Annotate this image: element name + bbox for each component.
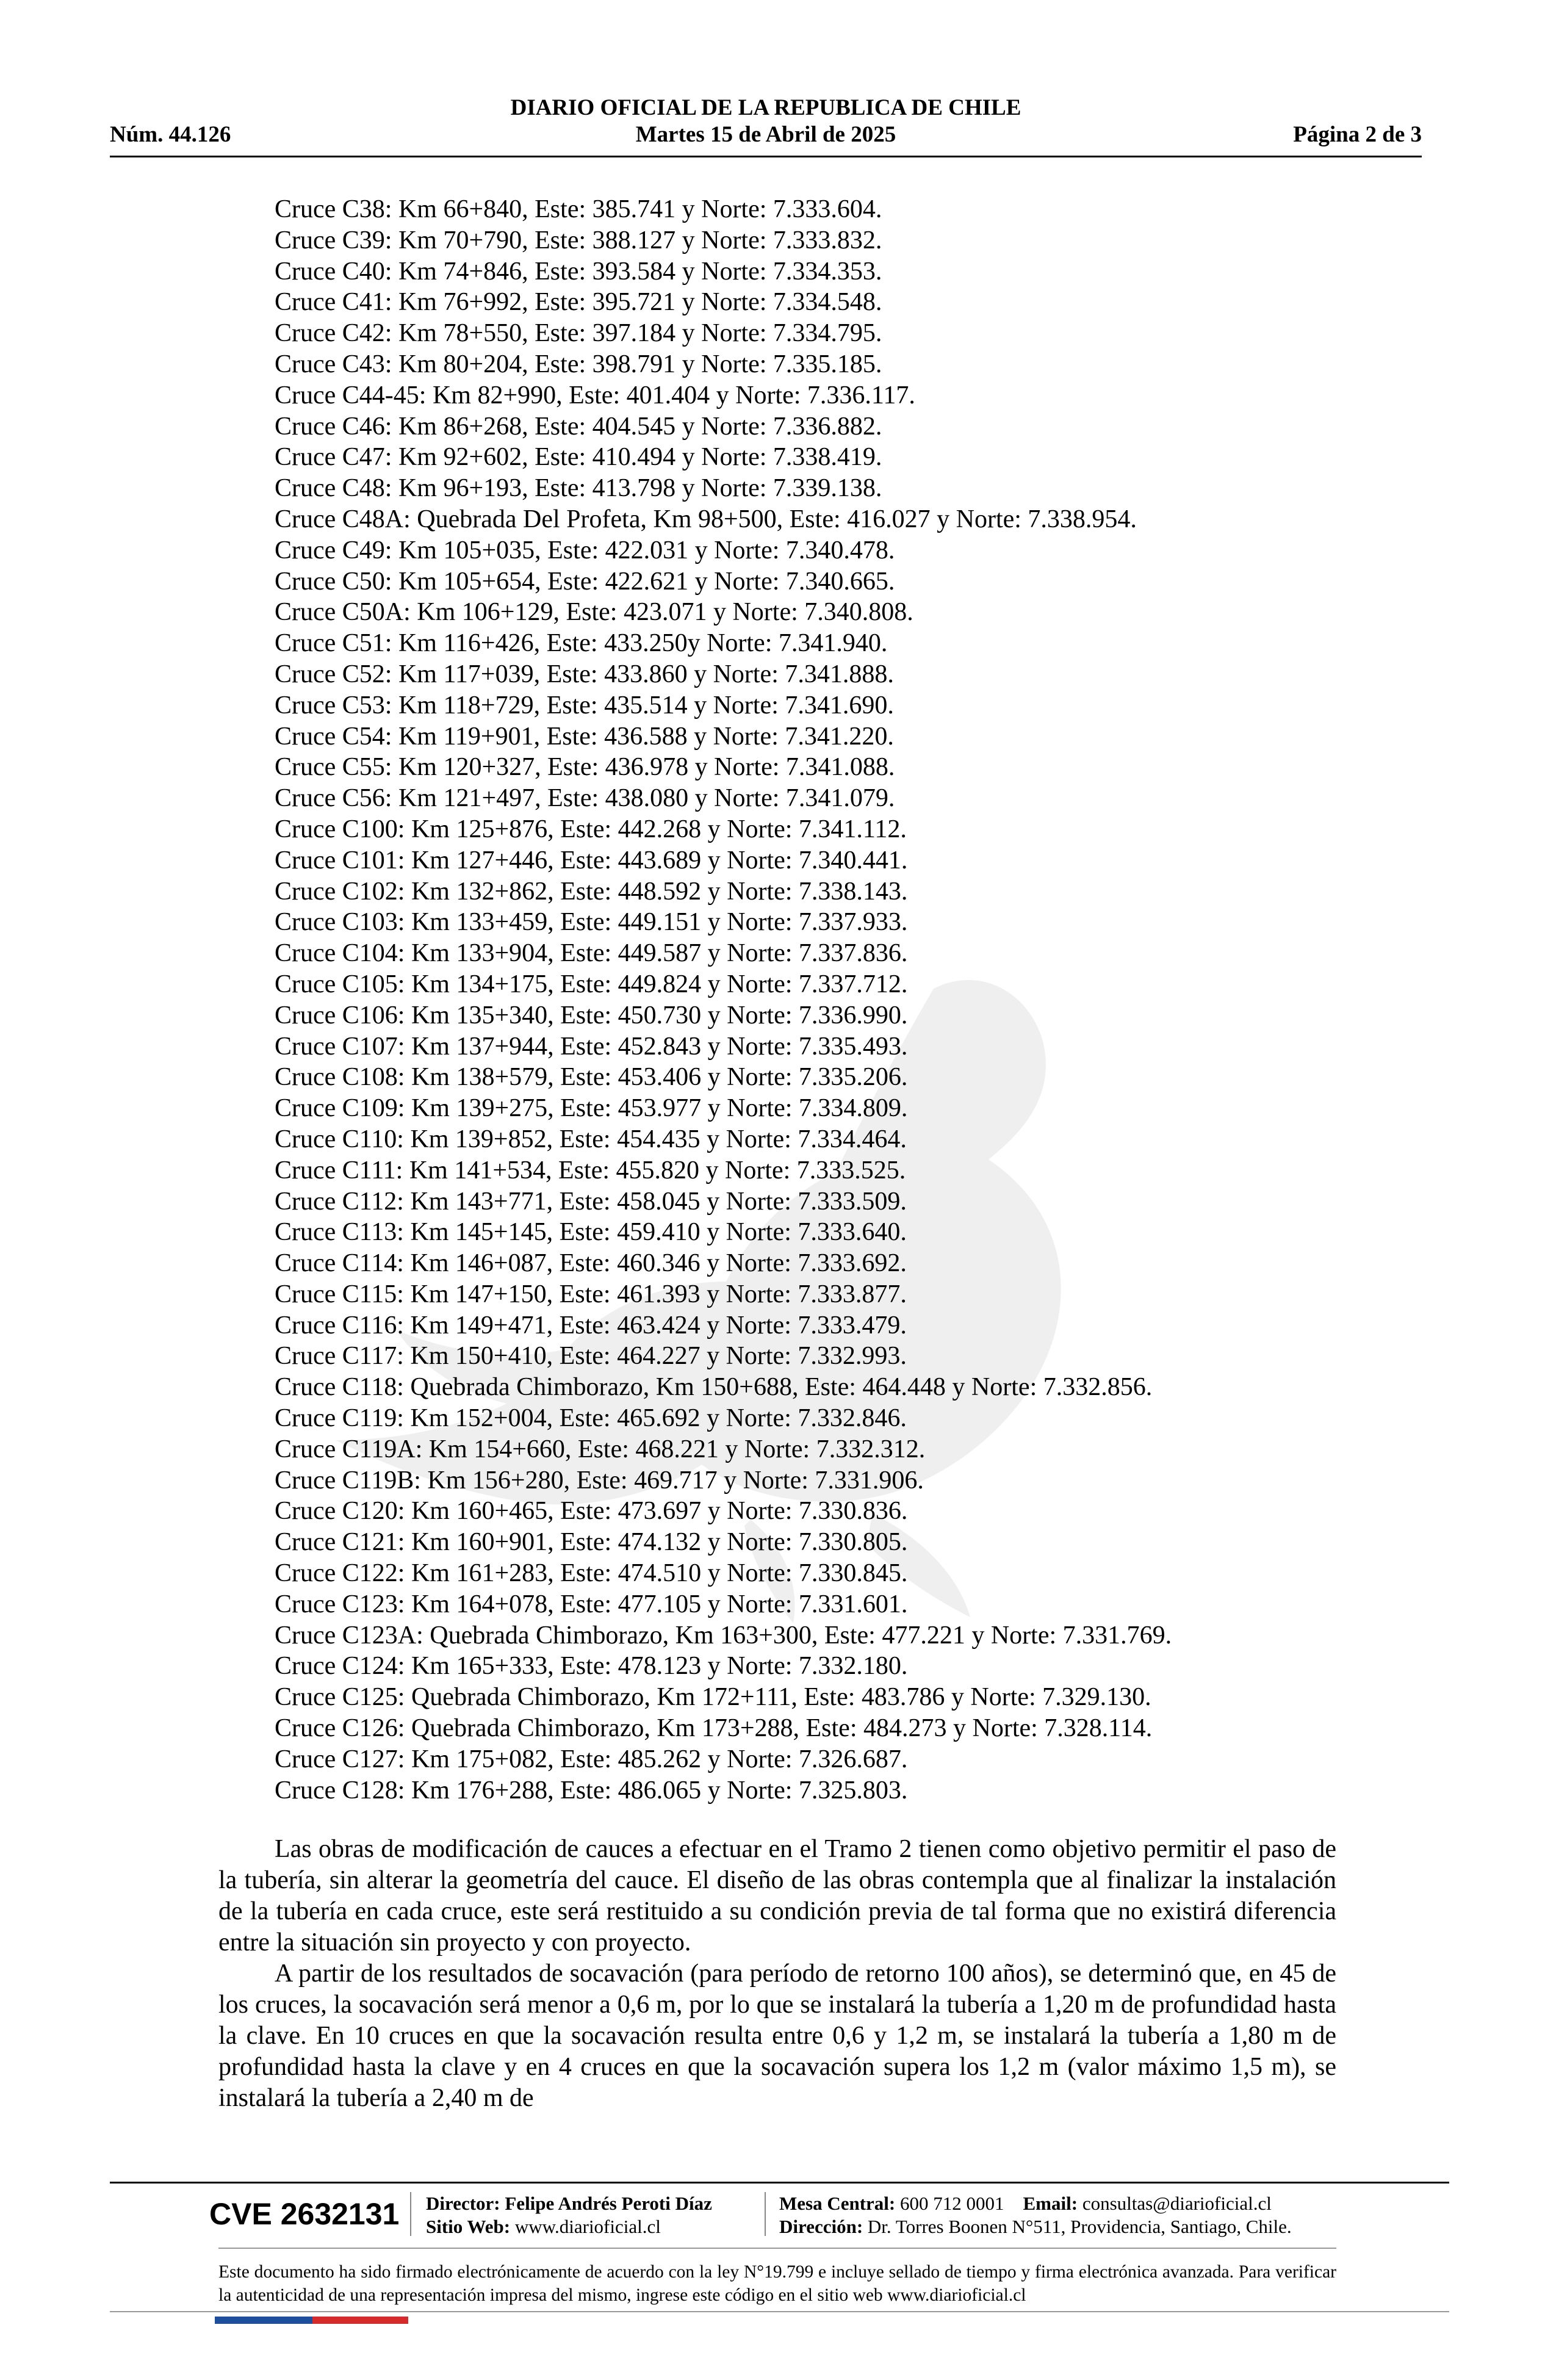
crossing-item: Cruce C51: Km 116+426, Este: 433.250y Norte: 7.341.940. xyxy=(275,629,888,658)
crossing-item: Cruce C49: Km 105+035, Este: 422.031 y Norte: 7.340.478. xyxy=(275,536,895,564)
page-number: Página 2 de 3 xyxy=(1293,122,1422,147)
crossing-item: Cruce C101: Km 127+446, Este: 443.689 y Norte: 7.340.441. xyxy=(275,846,908,874)
phone-number: 600 712 0001 xyxy=(900,2193,1004,2214)
crossing-item: Cruce C120: Km 160+465, Este: 473.697 y Norte: 7.330.836. xyxy=(275,1497,908,1526)
crossing-item: Cruce C56: Km 121+497, Este: 438.080 y Norte: 7.341.079. xyxy=(275,784,895,813)
crossing-item: Cruce C47: Km 92+602, Este: 410.494 y Norte: 7.338.419. xyxy=(275,443,882,472)
director-label: Director: xyxy=(426,2193,500,2214)
crossing-item: Cruce C54: Km 119+901, Este: 436.588 y Norte: 7.341.220. xyxy=(275,722,894,751)
crossing-item: Cruce C100: Km 125+876, Este: 442.268 y Norte: 7.341.112. xyxy=(275,815,907,843)
issue-date: Martes 15 de Abril de 2025 xyxy=(635,122,896,147)
crossing-item: Cruce C114: Km 146+087, Este: 460.346 y Norte: 7.333.692. xyxy=(275,1249,907,1278)
crossing-item: Cruce C50: Km 105+654, Este: 422.621 y Norte: 7.340.665. xyxy=(275,567,895,596)
crossing-item: Cruce C110: Km 139+852, Este: 454.435 y Norte: 7.334.464. xyxy=(275,1125,907,1153)
crossing-item: Cruce C117: Km 150+410, Este: 464.227 y Norte: 7.332.993. xyxy=(275,1342,907,1371)
paragraph-scour-results: A partir de los resultados de socavación (para período de retorno 100 años), se determinó que, en 45 de los cruces, la socavación será menor a 0,6 m, por lo que se instalará la tubería a 1,20 m de profundidad hasta la clave. En 10 cruces en que la socavación resulta entre 0,6 y 1,2 m, se instalará la tubería a 1,80 m de profundidad hasta la clave y en 4 cruces en que la socavación supera los 1,2 m (valor máximo 1,5 m), se instalará la tubería a 2,40 m de xyxy=(218,1960,1336,2112)
flag-stripe-red xyxy=(312,2317,408,2324)
crossing-item: Cruce C122: Km 161+283, Este: 474.510 y Norte: 7.330.845. xyxy=(275,1559,908,1588)
crossing-item: Cruce C42: Km 78+550, Este: 397.184 y Norte: 7.334.795. xyxy=(275,319,882,348)
footer-separator xyxy=(410,2192,411,2236)
crossing-item: Cruce C128: Km 176+288, Este: 486.065 y Norte: 7.325.803. xyxy=(275,1776,908,1805)
header-divider xyxy=(110,156,1422,157)
page-header xyxy=(110,95,1422,153)
footer-inner-divider xyxy=(218,2248,1336,2249)
crossing-item: Cruce C119: Km 152+004, Este: 465.692 y Norte: 7.332.846. xyxy=(275,1404,907,1433)
publication-title: DIARIO OFICIAL DE LA REPUBLICA DE CHILE xyxy=(510,95,1021,120)
crossing-item: Cruce C111: Km 141+534, Este: 455.820 y Norte: 7.333.525. xyxy=(275,1156,906,1185)
phone-label: Mesa Central: xyxy=(779,2193,896,2214)
crossing-item: Cruce C123: Km 164+078, Este: 477.105 y Norte: 7.331.601. xyxy=(275,1590,908,1618)
crossing-item: Cruce C103: Km 133+459, Este: 449.151 y Norte: 7.337.933. xyxy=(275,908,908,937)
address-label: Dirección: xyxy=(779,2216,863,2237)
crossing-item: Cruce C113: Km 145+145, Este: 459.410 y Norte: 7.333.640. xyxy=(275,1218,907,1247)
flag-stripe-blue xyxy=(215,2317,312,2324)
crossing-item: Cruce C118: Quebrada Chimborazo, Km 150+688, Este: 464.448 y Norte: 7.332.856. xyxy=(275,1373,1153,1402)
legal-divider xyxy=(110,2311,1449,2312)
email-label: Email: xyxy=(1023,2193,1078,2214)
crossing-item: Cruce C102: Km 132+862, Este: 448.592 y Norte: 7.338.143. xyxy=(275,877,908,906)
cve-code: CVE 2632131 xyxy=(209,2197,400,2231)
footer-divider xyxy=(110,2182,1449,2183)
crossing-item: Cruce C50A: Km 106+129, Este: 423.071 y Norte: 7.340.808. xyxy=(275,598,913,627)
crossing-item: Cruce C108: Km 138+579, Este: 453.406 y Norte: 7.335.206. xyxy=(275,1063,908,1092)
crossing-item: Cruce C40: Km 74+846, Este: 393.584 y Norte: 7.334.353. xyxy=(275,257,882,286)
footer-contact-block xyxy=(779,2192,1292,2238)
crossing-item: Cruce C107: Km 137+944, Este: 452.843 y Norte: 7.335.493. xyxy=(275,1032,908,1061)
website-link[interactable]: www.diarioficial.cl xyxy=(514,2216,661,2237)
address-line xyxy=(779,2215,1292,2238)
crossing-item: Cruce C119A: Km 154+660, Este: 468.221 y Norte: 7.332.312. xyxy=(275,1435,926,1463)
crossing-item: Cruce C55: Km 120+327, Este: 436.978 y Norte: 7.341.088. xyxy=(275,753,895,782)
crossing-item: Cruce C106: Km 135+340, Este: 450.730 y Norte: 7.336.990. xyxy=(275,1001,908,1030)
contact-line xyxy=(779,2192,1292,2215)
crossing-item: Cruce C46: Km 86+268, Este: 404.545 y Norte: 7.336.882. xyxy=(275,412,882,441)
crossing-item: Cruce C127: Km 175+082, Este: 485.262 y Norte: 7.326.687. xyxy=(275,1745,908,1773)
email-link[interactable]: consultas@diarioficial.cl xyxy=(1082,2193,1272,2214)
legal-notice: Este documento ha sido firmado electrónicamente de acuerdo con la ley N°19.799 e incluye sellado de tiempo y firma electrónica avanzada. Para verificar la autenticidad de una representación impresa del mismo, ingrese este código en el sitio web www.diarioficial.cl xyxy=(218,2262,1336,2305)
address-text: Dr. Torres Boonen N°511, Providencia, Santiago, Chile. xyxy=(867,2216,1292,2237)
crossing-item: Cruce C44-45: Km 82+990, Este: 401.404 y Norte: 7.336.117. xyxy=(275,381,915,409)
crossing-item: Cruce C104: Km 133+904, Este: 449.587 y Norte: 7.337.836. xyxy=(275,939,908,968)
crossing-item: Cruce C112: Km 143+771, Este: 458.045 y Norte: 7.333.509. xyxy=(275,1187,907,1216)
footer-director-block xyxy=(426,2192,712,2238)
crossing-item: Cruce C52: Km 117+039, Este: 433.860 y Norte: 7.341.888. xyxy=(275,660,894,688)
crossing-item: Cruce C48: Km 96+193, Este: 413.798 y Norte: 7.339.138. xyxy=(275,474,882,503)
crossing-item: Cruce C119B: Km 156+280, Este: 469.717 y Norte: 7.331.906. xyxy=(275,1466,924,1495)
director-line xyxy=(426,2192,712,2215)
issue-number: Núm. 44.126 xyxy=(110,122,231,147)
crossing-item: Cruce C43: Km 80+204, Este: 398.791 y Norte: 7.335.185. xyxy=(275,350,882,378)
crossing-item: Cruce C39: Km 70+790, Este: 388.127 y Norte: 7.333.832. xyxy=(275,226,882,254)
paragraph-works-objective: Las obras de modificación de cauces a efectuar en el Tramo 2 tienen como objetivo permitir el paso de la tubería, sin alterar la geometría del cauce. El diseño de las obras contempla que al finalizar la instalación de la tubería en cada cruce, este será restituido a su condición previa de tal forma que no existirá diferencia entre la situación sin proyecto y con proyecto. xyxy=(218,1835,1336,1956)
crossing-item: Cruce C48A: Quebrada Del Profeta, Km 98+500, Este: 416.027 y Norte: 7.338.954. xyxy=(275,505,1137,533)
crossing-item: Cruce C121: Km 160+901, Este: 474.132 y Norte: 7.330.805. xyxy=(275,1528,908,1557)
website-line xyxy=(426,2215,712,2238)
director-name: Felipe Andrés Peroti Díaz xyxy=(505,2193,712,2214)
crossing-item: Cruce C105: Km 134+175, Este: 449.824 y Norte: 7.337.712. xyxy=(275,970,908,998)
crossing-item: Cruce C123A: Quebrada Chimborazo, Km 163+300, Este: 477.221 y Norte: 7.331.769. xyxy=(275,1621,1172,1650)
crossing-item: Cruce C125: Quebrada Chimborazo, Km 172+111, Este: 483.786 y Norte: 7.329.130. xyxy=(275,1683,1151,1712)
crossing-item: Cruce C124: Km 165+333, Este: 478.123 y Norte: 7.332.180. xyxy=(275,1652,908,1681)
crossing-item: Cruce C116: Km 149+471, Este: 463.424 y Norte: 7.333.479. xyxy=(275,1311,907,1340)
crossing-item: Cruce C115: Km 147+150, Este: 461.393 y Norte: 7.333.877. xyxy=(275,1280,907,1308)
body-text xyxy=(218,1834,1336,2114)
crossing-item: Cruce C38: Km 66+840, Este: 385.741 y Norte: 7.333.604. xyxy=(275,195,882,223)
crossing-item: Cruce C109: Km 139+275, Este: 453.977 y Norte: 7.334.809. xyxy=(275,1094,908,1123)
crossing-item: Cruce C126: Quebrada Chimborazo, Km 173+288, Este: 484.273 y Norte: 7.328.114. xyxy=(275,1714,1153,1743)
crossing-item: Cruce C41: Km 76+992, Este: 395.721 y Norte: 7.334.548. xyxy=(275,288,882,317)
website-label: Sitio Web: xyxy=(426,2216,511,2237)
footer-separator xyxy=(765,2192,766,2236)
crossing-item: Cruce C53: Km 118+729, Este: 435.514 y Norte: 7.341.690. xyxy=(275,691,894,719)
crossings-list xyxy=(275,194,1172,1806)
